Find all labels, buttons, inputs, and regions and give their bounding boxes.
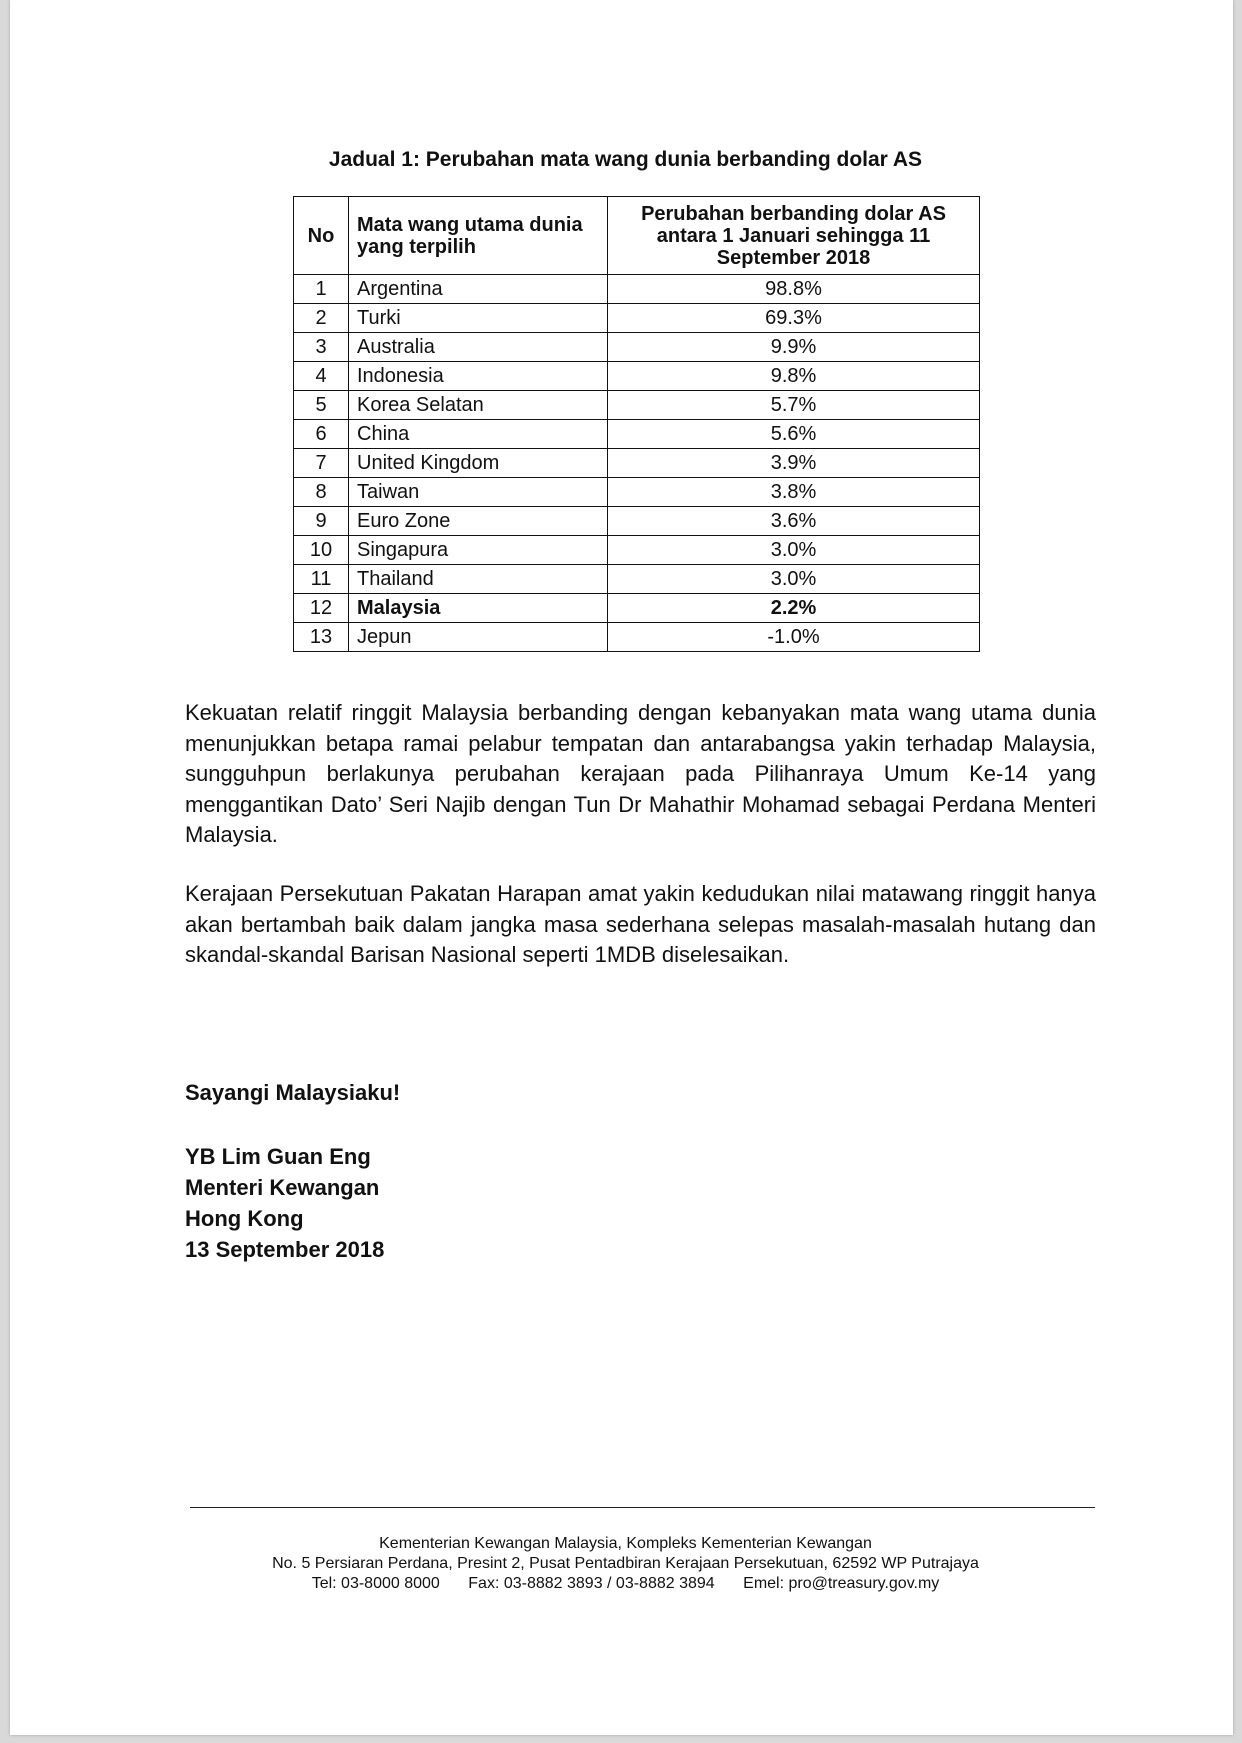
- row-no: 6: [294, 420, 349, 449]
- body-paragraph-1: Kekuatan relatif ringgit Malaysia berbanding dengan kebanyakan mata wang utama dunia menunjukkan betapa ramai pelabur tempatan dan antarabangsa yakin terhadap Malaysia, sungguhpun berlakunya perubahan kerajaan pada Pilihanraya Umum Ke-14 yang menggantikan Dato’ Seri Najib dengan Tun Dr Mahathir Mohamad sebagai Perdana Menteri Malaysia.: [185, 700, 1096, 847]
- row-currency: Indonesia: [349, 362, 608, 391]
- footer: [10, 1534, 1233, 1594]
- body-paragraph-2: Kerajaan Persekutuan Pakatan Harapan amat yakin kedudukan nilai matawang ringgit hanya akan bertambah baik dalam jangka masa sederhana selepas masalah-masalah hutang dan skandal-skandal Barisan Nasional seperti 1MDB diselesaikan.: [185, 881, 1096, 967]
- row-change: 3.6%: [608, 507, 980, 536]
- row-currency: Jepun: [349, 623, 608, 652]
- footer-tel: Tel: 03-8000 8000: [311, 1575, 440, 1592]
- row-currency: Australia: [349, 333, 608, 362]
- table-title: Jadual 1: Perubahan mata wang dunia berbanding dolar AS: [328, 148, 923, 171]
- closing-slogan: Sayangi Malaysiaku!: [185, 1080, 401, 1105]
- row-no: 9: [294, 507, 349, 536]
- row-currency: Malaysia: [349, 594, 608, 623]
- row-change: 9.8%: [608, 362, 980, 391]
- row-no: 4: [294, 362, 349, 391]
- header-no: No: [294, 197, 349, 275]
- table-row: [294, 333, 980, 362]
- table-row: [294, 391, 980, 420]
- row-no: 5: [294, 391, 349, 420]
- row-no: 1: [294, 275, 349, 304]
- row-no: 3: [294, 333, 349, 362]
- row-no: 12: [294, 594, 349, 623]
- table-row: [294, 362, 980, 391]
- signatory-position: Menteri Kewangan: [185, 1175, 380, 1200]
- row-change: 9.9%: [608, 333, 980, 362]
- header-currency: Mata wang utama dunia yang terpilih: [349, 197, 608, 275]
- row-currency: Argentina: [349, 275, 608, 304]
- row-change: 3.8%: [608, 478, 980, 507]
- row-currency: United Kingdom: [349, 449, 608, 478]
- signature-block: [185, 1141, 384, 1265]
- row-no: 7: [294, 449, 349, 478]
- footer-fax: Fax: 03-8882 3893 / 03-8882 3894: [468, 1575, 715, 1592]
- footer-contact: [18, 1574, 1233, 1594]
- row-change: 3.0%: [608, 536, 980, 565]
- row-no: 13: [294, 623, 349, 652]
- row-no: 10: [294, 536, 349, 565]
- row-change: 3.0%: [608, 565, 980, 594]
- table-row: [294, 507, 980, 536]
- row-currency: Taiwan: [349, 478, 608, 507]
- row-currency: China: [349, 420, 608, 449]
- row-no: 2: [294, 304, 349, 333]
- row-currency: Korea Selatan: [349, 391, 608, 420]
- row-currency: Euro Zone: [349, 507, 608, 536]
- footer-line-1: Kementerian Kewangan Malaysia, Kompleks Kementerian Kewangan: [379, 1535, 872, 1552]
- row-currency: Singapura: [349, 536, 608, 565]
- row-change: 3.9%: [608, 449, 980, 478]
- row-change: 98.8%: [608, 275, 980, 304]
- footer-line-2: No. 5 Persiaran Perdana, Presint 2, Pusat Pentadbiran Kerajaan Persekutuan, 62592 WP Putrajaya: [272, 1555, 979, 1572]
- table-row: [294, 304, 980, 333]
- signatory-name: YB Lim Guan Eng: [185, 1144, 371, 1169]
- table-row: [294, 565, 980, 594]
- currency-change-table: [293, 196, 980, 652]
- table-row: [294, 478, 980, 507]
- table-row: [294, 420, 980, 449]
- document-page: [10, 0, 1233, 1735]
- signatory-date: 13 September 2018: [185, 1237, 385, 1262]
- row-change: -1.0%: [608, 623, 980, 652]
- table-row: [294, 449, 980, 478]
- table-row-highlighted: [294, 594, 980, 623]
- footer-divider: [190, 1507, 1095, 1508]
- row-change: 69.3%: [608, 304, 980, 333]
- row-change: 5.6%: [608, 420, 980, 449]
- table-row: [294, 623, 980, 652]
- table-row: [294, 536, 980, 565]
- row-change: 2.2%: [608, 594, 980, 623]
- row-currency: Turki: [349, 304, 608, 333]
- footer-email: Emel: pro@treasury.gov.my: [743, 1575, 940, 1592]
- table-header-row: [294, 197, 980, 275]
- row-change: 5.7%: [608, 391, 980, 420]
- header-change: Perubahan berbanding dolar AS antara 1 Januari sehingga 11 September 2018: [608, 197, 980, 275]
- signatory-place: Hong Kong: [185, 1206, 304, 1231]
- row-no: 11: [294, 565, 349, 594]
- table-row: [294, 275, 980, 304]
- row-no: 8: [294, 478, 349, 507]
- row-currency: Thailand: [349, 565, 608, 594]
